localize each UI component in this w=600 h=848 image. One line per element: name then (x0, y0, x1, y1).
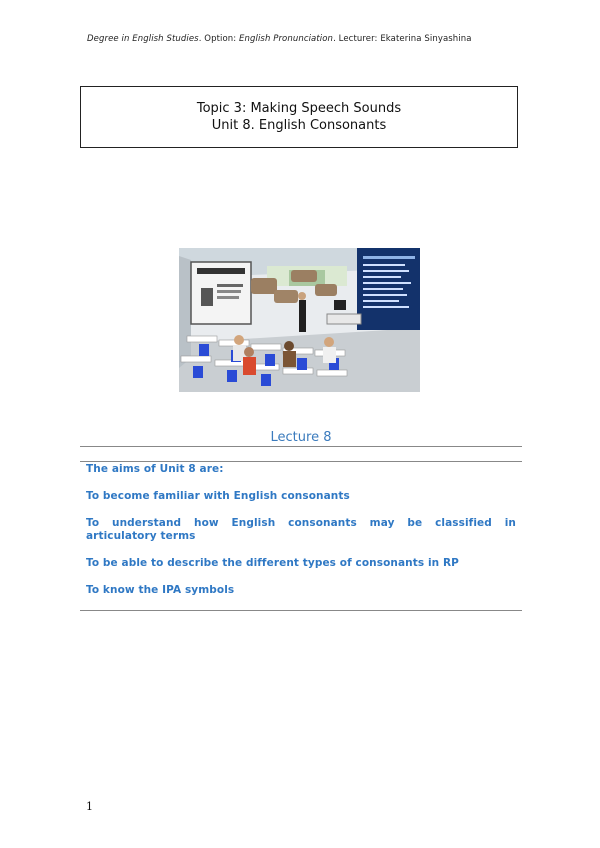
page-number: 1 (86, 800, 93, 813)
topic-title: Topic 3: Making Speech Sounds (196, 101, 402, 116)
aim-item: To become familiar with English consonants (86, 490, 350, 502)
rule-top-2 (80, 461, 522, 462)
header-option: English Pronunciation (239, 34, 334, 44)
aim-item: To know the IPA symbols (86, 584, 235, 596)
unit-title: Unit 8. English Consonants (211, 118, 387, 133)
aims-section (86, 463, 516, 597)
header-degree: Degree in English Studies (87, 34, 199, 44)
header-sep-option: . Option: (198, 34, 240, 44)
aim-item: To understand how English consonants may be classified in articulatory terms (86, 517, 516, 542)
header-lecturer: . Lecturer: Ekaterina Sinyashina (333, 34, 472, 44)
page-header (87, 34, 527, 44)
title-box (80, 86, 518, 148)
lecture-title: Lecture 8 (270, 430, 332, 445)
rule-top-1 (80, 446, 522, 447)
rule-bottom (80, 610, 522, 611)
aim-item: To be able to describe the different types of consonants in RP (86, 557, 459, 569)
virtual-classroom-image (179, 248, 420, 392)
aims-heading: The aims of Unit 8 are: (86, 463, 224, 475)
